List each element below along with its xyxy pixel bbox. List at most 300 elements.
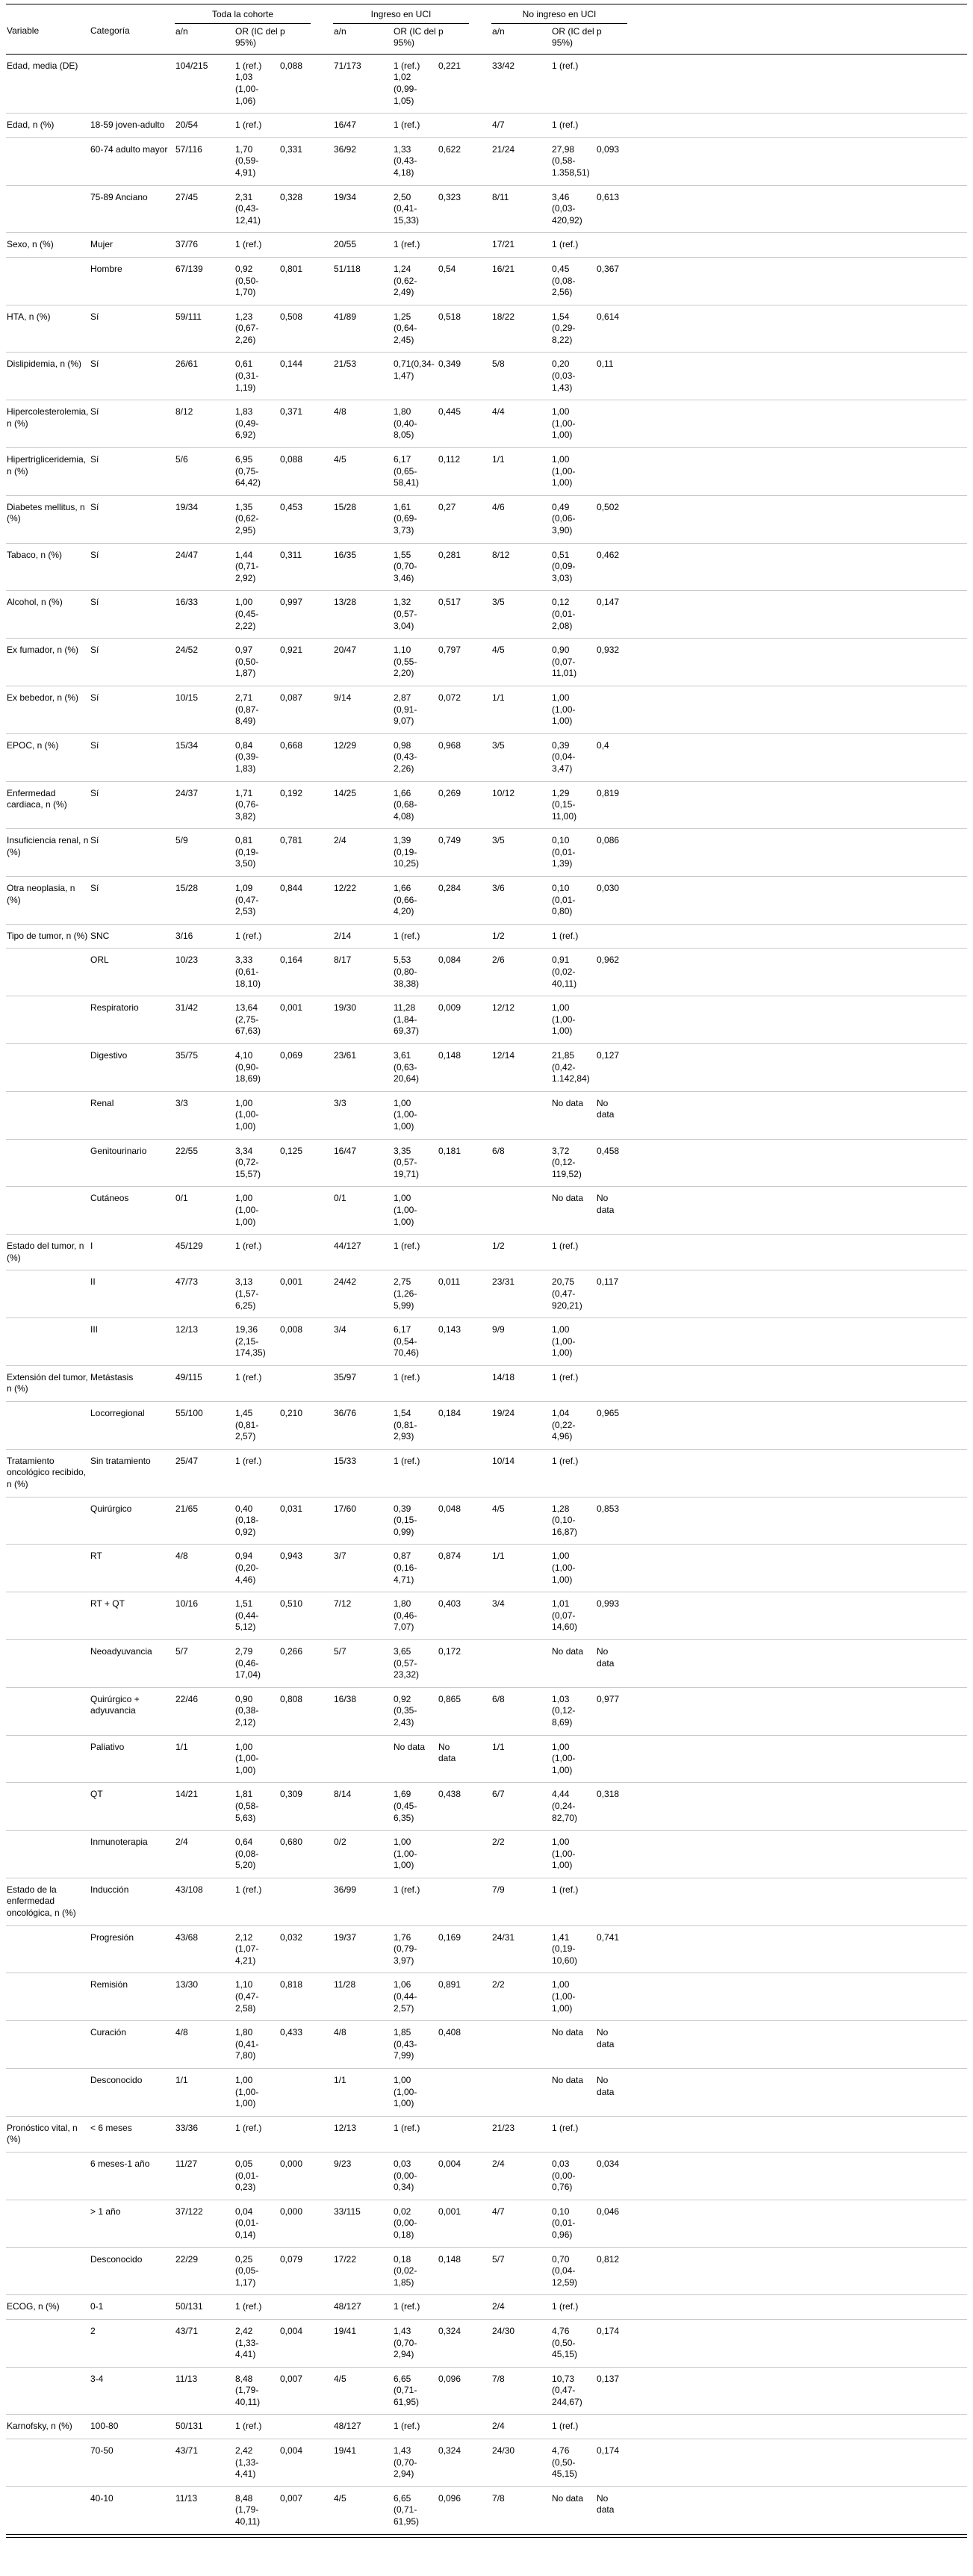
table-row xyxy=(6,1878,967,1925)
col-header-an-3: a/n xyxy=(491,23,551,54)
p-cell: 0,324 xyxy=(438,2319,469,2367)
or-cell: 1 (ref.) xyxy=(234,114,279,138)
or-cell: 1,00 (1,00-1,00) xyxy=(551,400,596,448)
categoria-cell: Sí xyxy=(90,829,175,877)
p-cell xyxy=(596,400,627,448)
an-cell: 2/4 xyxy=(491,2295,551,2320)
group-gap-cell xyxy=(469,2116,491,2152)
table-row xyxy=(6,924,967,949)
an-cell: 7/8 xyxy=(491,2367,551,2415)
variable-cell: Pronóstico vital, n (%) xyxy=(6,2116,90,2152)
p-cell: 0,210 xyxy=(279,1402,311,1450)
p-cell: 0,004 xyxy=(438,2152,469,2200)
or-cell: 1,66 (0,68-4,08) xyxy=(393,781,438,829)
or-cell: 11,28 (1,84-69,37) xyxy=(393,996,438,1044)
or-cell: 1,00 (0,45-2,22) xyxy=(234,591,279,639)
group-gap-cell xyxy=(469,54,491,113)
or-cell: 1,80 (0,46-7,07) xyxy=(393,1592,438,1640)
table-row xyxy=(6,1735,967,1783)
or-cell: 1,00 (1,00-1,00) xyxy=(234,1735,279,1783)
or-cell: 1,00 (1,00-1,00) xyxy=(551,1973,596,2021)
or-cell: 0,51 (0,09-3,03) xyxy=(551,543,596,591)
p-cell: 0,932 xyxy=(596,639,627,686)
an-cell: 12/29 xyxy=(333,733,393,781)
an-cell: 24/30 xyxy=(491,2439,551,2487)
an-cell: 3/7 xyxy=(333,1545,393,1592)
p-cell: 0,112 xyxy=(438,448,469,496)
categoria-cell: 75-89 Anciano xyxy=(90,185,175,233)
table-row xyxy=(6,2367,967,2415)
an-cell: 2/4 xyxy=(333,829,393,877)
an-cell: 19/30 xyxy=(333,996,393,1044)
p-cell xyxy=(279,2415,311,2439)
p-cell: 0,968 xyxy=(438,733,469,781)
table-row xyxy=(6,1925,967,1973)
variable-cell: Hipertrigliceridemia, n (%) xyxy=(6,448,90,496)
or-cell: 20,75 (0,47-920,21) xyxy=(551,1270,596,1318)
an-cell xyxy=(491,2069,551,2117)
or-cell: No data xyxy=(393,1735,438,1783)
or-cell: 1,10 (0,55-2,20) xyxy=(393,639,438,686)
or-cell: 1 (ref.) xyxy=(234,1235,279,1270)
p-cell xyxy=(438,114,469,138)
p-cell: 0,324 xyxy=(438,2439,469,2487)
group-gap-cell xyxy=(469,2021,491,2069)
p-cell: 0,54 xyxy=(438,257,469,305)
or-cell: 3,72 (0,12-119,52) xyxy=(551,1139,596,1187)
p-cell: 0,125 xyxy=(279,1139,311,1187)
an-cell: 43/71 xyxy=(175,2439,234,2487)
or-cell: 1 (ref.) xyxy=(393,114,438,138)
or-cell: 1,00 (1,00-1,00) xyxy=(551,1545,596,1592)
an-cell: 17/22 xyxy=(333,2247,393,2295)
an-cell: 8/12 xyxy=(175,400,234,448)
group-gap-cell xyxy=(311,1831,333,1878)
filler-cell xyxy=(627,1270,967,1318)
filler-cell xyxy=(627,949,967,996)
categoria-cell: Sin tratamiento xyxy=(90,1449,175,1497)
categoria-cell: Digestivo xyxy=(90,1044,175,1092)
or-cell: 1,00 (1,00-1,00) xyxy=(551,1831,596,1878)
group-gap-cell xyxy=(311,2415,333,2439)
table-row xyxy=(6,2116,967,2152)
p-cell xyxy=(438,2295,469,2320)
an-cell: 1/2 xyxy=(491,924,551,949)
an-cell: 4/8 xyxy=(333,2021,393,2069)
p-cell: 0,072 xyxy=(438,686,469,733)
table-row xyxy=(6,1831,967,1878)
p-cell: 0,921 xyxy=(279,639,311,686)
or-cell: 4,10 (0,90-18,69) xyxy=(234,1044,279,1092)
group-gap-cell xyxy=(311,1687,333,1735)
categoria-cell: 40-10 xyxy=(90,2486,175,2534)
table-row xyxy=(6,1235,967,1270)
group-gap-cell xyxy=(469,924,491,949)
group-gap-cell xyxy=(311,54,333,113)
filler-cell xyxy=(627,2439,967,2487)
or-cell: 1,00 (1,00-1,00) xyxy=(551,448,596,496)
or-cell: 1,00 (1,00-1,00) xyxy=(551,686,596,733)
group-gap-cell xyxy=(311,1449,333,1497)
or-cell: 8,48 (1,79-40,11) xyxy=(234,2486,279,2534)
filler-cell xyxy=(627,2069,967,2117)
or-cell: 1,85 (0,43-7,99) xyxy=(393,2021,438,2069)
p-cell xyxy=(596,54,627,113)
an-cell: 3/5 xyxy=(491,733,551,781)
an-cell: 9/9 xyxy=(491,1318,551,1366)
an-cell: 3/4 xyxy=(333,1318,393,1366)
table-row xyxy=(6,1187,967,1235)
or-cell: 0,70 (0,04-12,59) xyxy=(551,2247,596,2295)
categoria-cell: Inducción xyxy=(90,1878,175,1925)
filler-cell xyxy=(627,1402,967,1450)
p-cell: 0,096 xyxy=(438,2486,469,2534)
variable-cell xyxy=(6,2319,90,2367)
variable-cell xyxy=(6,1831,90,1878)
or-cell: No data xyxy=(551,2021,596,2069)
an-cell: 43/68 xyxy=(175,1925,234,1973)
or-cell: 0,18 (0,02-1,85) xyxy=(393,2247,438,2295)
an-cell: 13/28 xyxy=(333,591,393,639)
p-cell xyxy=(279,2069,311,2117)
group-gap-cell xyxy=(469,1925,491,1973)
col-header-p-3: p xyxy=(596,23,627,54)
p-cell: 0,458 xyxy=(596,1139,627,1187)
an-cell: 0/2 xyxy=(333,1831,393,1878)
table-row xyxy=(6,2247,967,2295)
an-cell: 4/7 xyxy=(491,114,551,138)
categoria-cell: Genitourinario xyxy=(90,1139,175,1187)
an-cell: 36/99 xyxy=(333,1878,393,1925)
group-gap-cell xyxy=(311,1497,333,1545)
an-cell: 3/5 xyxy=(491,829,551,877)
an-cell: 3/3 xyxy=(333,1091,393,1139)
p-cell: 0,510 xyxy=(279,1592,311,1640)
or-cell: 1 (ref.) xyxy=(393,2116,438,2152)
group-gap-cell xyxy=(311,1187,333,1235)
group-gap-cell xyxy=(469,1449,491,1497)
variable-cell xyxy=(6,257,90,305)
or-cell: 3,34 (0,72-15,57) xyxy=(234,1139,279,1187)
table-row xyxy=(6,2486,967,2534)
p-cell: 0,164 xyxy=(279,949,311,996)
categoria-cell: Quirúrgico xyxy=(90,1497,175,1545)
p-cell xyxy=(596,1235,627,1270)
group-gap-cell xyxy=(469,2319,491,2367)
variable-cell: Diabetes mellitus, n (%) xyxy=(6,495,90,543)
filler-cell xyxy=(627,733,967,781)
an-cell xyxy=(491,2021,551,2069)
or-cell: 6,65 (0,71-61,95) xyxy=(393,2367,438,2415)
or-cell: No data xyxy=(551,2069,596,2117)
an-cell: 51/118 xyxy=(333,257,393,305)
categoria-cell: ORL xyxy=(90,949,175,996)
an-cell: 41/89 xyxy=(333,305,393,353)
variable-cell xyxy=(6,1270,90,1318)
p-cell: 0,007 xyxy=(279,2367,311,2415)
an-cell: 12/22 xyxy=(333,877,393,925)
group-gap-cell xyxy=(469,591,491,639)
an-cell: 59/111 xyxy=(175,305,234,353)
categoria-cell: Sí xyxy=(90,448,175,496)
or-cell: 3,46 (0,03-420,92) xyxy=(551,185,596,233)
group-gap-cell xyxy=(311,1735,333,1783)
group-gap-cell xyxy=(469,114,491,138)
p-cell: 0,977 xyxy=(596,1687,627,1735)
group-gap-cell xyxy=(311,781,333,829)
group-gap-cell xyxy=(311,1139,333,1187)
group-gap-cell xyxy=(311,639,333,686)
variable-cell xyxy=(6,949,90,996)
p-cell xyxy=(438,2069,469,2117)
group-gap-cell xyxy=(469,2200,491,2247)
group-gap-cell xyxy=(469,686,491,733)
variable-cell: Estado del tumor, n (%) xyxy=(6,1235,90,1270)
or-cell: 1,00 (1,00-1,00) xyxy=(234,2069,279,2117)
or-cell: 1,81 (0,58-5,63) xyxy=(234,1783,279,1831)
an-cell: 4/6 xyxy=(491,495,551,543)
p-cell: 0,438 xyxy=(438,1783,469,1831)
table-row xyxy=(6,2021,967,2069)
group-gap-cell xyxy=(311,1044,333,1092)
group-header-row xyxy=(6,7,967,23)
p-cell: 0,808 xyxy=(279,1687,311,1735)
p-cell xyxy=(279,1365,311,1401)
filler-cell xyxy=(627,1318,967,1366)
table-row xyxy=(6,1639,967,1687)
an-cell: 17/21 xyxy=(491,233,551,258)
an-cell: 4/8 xyxy=(333,400,393,448)
an-cell: 6/8 xyxy=(491,1687,551,1735)
p-cell: 0,143 xyxy=(438,1318,469,1366)
p-cell: 0,117 xyxy=(596,1270,627,1318)
group-gap-cell xyxy=(311,305,333,353)
table-row xyxy=(6,1318,967,1366)
or-cell: 0,39 (0,04-3,47) xyxy=(551,733,596,781)
categoria-cell: Mujer xyxy=(90,233,175,258)
table-row xyxy=(6,2415,967,2439)
an-cell: 2/6 xyxy=(491,949,551,996)
p-cell: 0,086 xyxy=(596,829,627,877)
or-cell: 0,97 (0,50-1,87) xyxy=(234,639,279,686)
categoria-cell: 18-59 joven-adulto xyxy=(90,114,175,138)
or-cell: 1 (ref.) xyxy=(393,1449,438,1497)
p-cell: 0,147 xyxy=(596,591,627,639)
variable-cell xyxy=(6,1139,90,1187)
p-cell: 0,032 xyxy=(279,1925,311,1973)
an-cell: 16/21 xyxy=(491,257,551,305)
an-cell: 12/12 xyxy=(491,996,551,1044)
an-cell: 21/53 xyxy=(333,353,393,400)
p-cell: 0,001 xyxy=(279,1270,311,1318)
p-cell xyxy=(438,1365,469,1401)
an-cell: 11/28 xyxy=(333,1973,393,2021)
or-cell: 1 (ref.) xyxy=(234,2295,279,2320)
or-cell: 2,75 (1,26-5,99) xyxy=(393,1270,438,1318)
group-gap-cell xyxy=(311,733,333,781)
group-gap-cell xyxy=(469,949,491,996)
an-cell: 4/5 xyxy=(333,2367,393,2415)
categoria-cell: Sí xyxy=(90,686,175,733)
or-cell: 0,40 (0,18-0,92) xyxy=(234,1497,279,1545)
categoria-cell: Neoadyuvancia xyxy=(90,1639,175,1687)
p-cell: 0,517 xyxy=(438,591,469,639)
p-cell: 0,943 xyxy=(279,1545,311,1592)
p-cell xyxy=(596,1449,627,1497)
categoria-cell: Remisión xyxy=(90,1973,175,2021)
filler-cell xyxy=(627,1687,967,1735)
variable-cell: Ex bebedor, n (%) xyxy=(6,686,90,733)
p-cell: No data xyxy=(596,1639,627,1687)
group-gap-cell xyxy=(469,2152,491,2200)
categoria-cell: RT xyxy=(90,1545,175,1592)
variable-cell: Tratamiento oncológico recibido, n (%) xyxy=(6,1449,90,1497)
group-gap-cell xyxy=(311,1878,333,1925)
table-row xyxy=(6,2069,967,2117)
variable-cell: Insuficiencia renal, n (%) xyxy=(6,829,90,877)
variable-cell xyxy=(6,2200,90,2247)
group-gap-cell xyxy=(469,1091,491,1139)
p-cell: 0,148 xyxy=(438,1044,469,1092)
or-cell: 0,71(0,34-1,47) xyxy=(393,353,438,400)
p-cell: 0,034 xyxy=(596,2152,627,2200)
group-gap xyxy=(311,7,333,23)
or-cell: 2,42 (1,33-4,41) xyxy=(234,2439,279,2487)
group-gap-cell xyxy=(311,1973,333,2021)
categoria-cell: 0-1 xyxy=(90,2295,175,2320)
p-cell xyxy=(596,114,627,138)
an-cell: 71/173 xyxy=(334,60,361,71)
or-cell: 1,39 (0,19-10,25) xyxy=(393,829,438,877)
or-cell: 1 (ref.) xyxy=(551,1878,596,1925)
an-cell: 4/8 xyxy=(175,2021,234,2069)
p-cell: 0,819 xyxy=(596,781,627,829)
variable-cell: Tabaco, n (%) xyxy=(6,543,90,591)
or-cell: 1,76 (0,79-3,97) xyxy=(393,1925,438,1973)
variable-cell xyxy=(6,1545,90,1592)
an-cell: 15/28 xyxy=(175,877,234,925)
categoria-cell: Sí xyxy=(90,400,175,448)
p-cell xyxy=(279,114,311,138)
table-row xyxy=(6,1592,967,1640)
column-header-row xyxy=(6,23,967,54)
group-gap-cell xyxy=(469,829,491,877)
filler-cell xyxy=(627,1783,967,1831)
p-cell: 0,088 xyxy=(279,448,311,496)
an-cell: 12/14 xyxy=(491,1044,551,1092)
variable-cell xyxy=(6,1925,90,1973)
statistics-table xyxy=(6,7,967,2535)
an-cell: 43/71 xyxy=(175,2319,234,2367)
group-gap-cell xyxy=(311,2116,333,2152)
group-gap-cell xyxy=(469,257,491,305)
an-cell: 4/5 xyxy=(491,1497,551,1545)
table-row xyxy=(6,448,967,496)
variable-cell xyxy=(6,2439,90,2487)
an-cell: 33/36 xyxy=(175,2116,234,2152)
group-gap xyxy=(469,7,491,23)
or-cell: 0,05 (0,01-0,23) xyxy=(234,2152,279,2200)
an-cell: 16/47 xyxy=(333,114,393,138)
group-gap-cell xyxy=(469,733,491,781)
group-gap-cell xyxy=(469,543,491,591)
variable-cell xyxy=(6,185,90,233)
categoria-cell: 6 meses-1 año xyxy=(90,2152,175,2200)
or-cell: 1,00 (1,00-1,00) xyxy=(393,1091,438,1139)
variable-cell: ECOG, n (%) xyxy=(6,2295,90,2320)
column-group-no-ingreso-en-uci: No ingreso en UCI xyxy=(491,7,627,23)
variable-cell xyxy=(6,2152,90,2200)
or-cell: 1,00 (1,00-1,00) xyxy=(393,1187,438,1235)
or-cell: 6,65 (0,71-61,95) xyxy=(393,2486,438,2534)
filler-cell xyxy=(627,1139,967,1187)
col-header-filler xyxy=(627,23,967,54)
categoria-cell: < 6 meses xyxy=(90,2116,175,2152)
filler-cell xyxy=(627,781,967,829)
an-cell: 12/13 xyxy=(175,1318,234,1366)
an-cell: 67/139 xyxy=(175,257,234,305)
p-cell: 0,749 xyxy=(438,829,469,877)
p-cell xyxy=(596,924,627,949)
or-cell: 0,84 (0,39-1,83) xyxy=(234,733,279,781)
group-gap-cell xyxy=(469,1235,491,1270)
group-gap-cell xyxy=(469,1687,491,1735)
p-cell xyxy=(596,686,627,733)
categoria-cell: Locorregional xyxy=(90,1402,175,1450)
or-cell: 1,43 (0,70-2,94) xyxy=(393,2319,438,2367)
or-cell: 2,87 (0,91-9,07) xyxy=(393,686,438,733)
table-row xyxy=(6,1449,967,1497)
p-cell: 0,284 xyxy=(438,877,469,925)
or-cell: 1,44 (0,71-2,92) xyxy=(234,543,279,591)
p-cell xyxy=(438,2415,469,2439)
p-cell: 0,853 xyxy=(596,1497,627,1545)
categoria-cell: II xyxy=(90,1270,175,1318)
filler-cell xyxy=(627,2486,967,2534)
an-cell: 11/27 xyxy=(175,2152,234,2200)
p-cell: 0,781 xyxy=(279,829,311,877)
p-cell: No data xyxy=(596,2486,627,2534)
p-cell xyxy=(438,1187,469,1235)
group-gap-cell xyxy=(311,137,333,185)
categoria-cell: 70-50 xyxy=(90,2439,175,2487)
an-cell: 16/47 xyxy=(333,1139,393,1187)
an-cell: 4/5 xyxy=(491,639,551,686)
or-cell: 1,00 (1,00-1,00) xyxy=(393,2069,438,2117)
categoria-cell: Sí xyxy=(90,353,175,400)
or-cell: 1,41 (0,19-10,60) xyxy=(551,1925,596,1973)
p-cell: 0,007 xyxy=(279,2486,311,2534)
group-gap-cell xyxy=(469,877,491,925)
table-row xyxy=(6,781,967,829)
p-cell: 0,818 xyxy=(279,1973,311,2021)
col-header-categoria: Categoría xyxy=(90,23,175,54)
an-cell: 45/129 xyxy=(175,1235,234,1270)
an-cell: 55/100 xyxy=(175,1402,234,1450)
p-cell: 0,801 xyxy=(279,257,311,305)
p-cell: 0,874 xyxy=(438,1545,469,1592)
an-cell: 1/1 xyxy=(333,2069,393,2117)
group-gap-cell xyxy=(311,2439,333,2487)
variable-cell xyxy=(6,2021,90,2069)
or-cell: 8,48 (1,79-40,11) xyxy=(234,2367,279,2415)
p-cell: 0,349 xyxy=(438,353,469,400)
or-cell: 1,51 (0,44-5,12) xyxy=(234,1592,279,1640)
filler-cell xyxy=(627,2200,967,2247)
group-gap-cell xyxy=(469,495,491,543)
or-cell: 1,35 (0,62-2,95) xyxy=(234,495,279,543)
filler-cell xyxy=(627,1187,967,1235)
